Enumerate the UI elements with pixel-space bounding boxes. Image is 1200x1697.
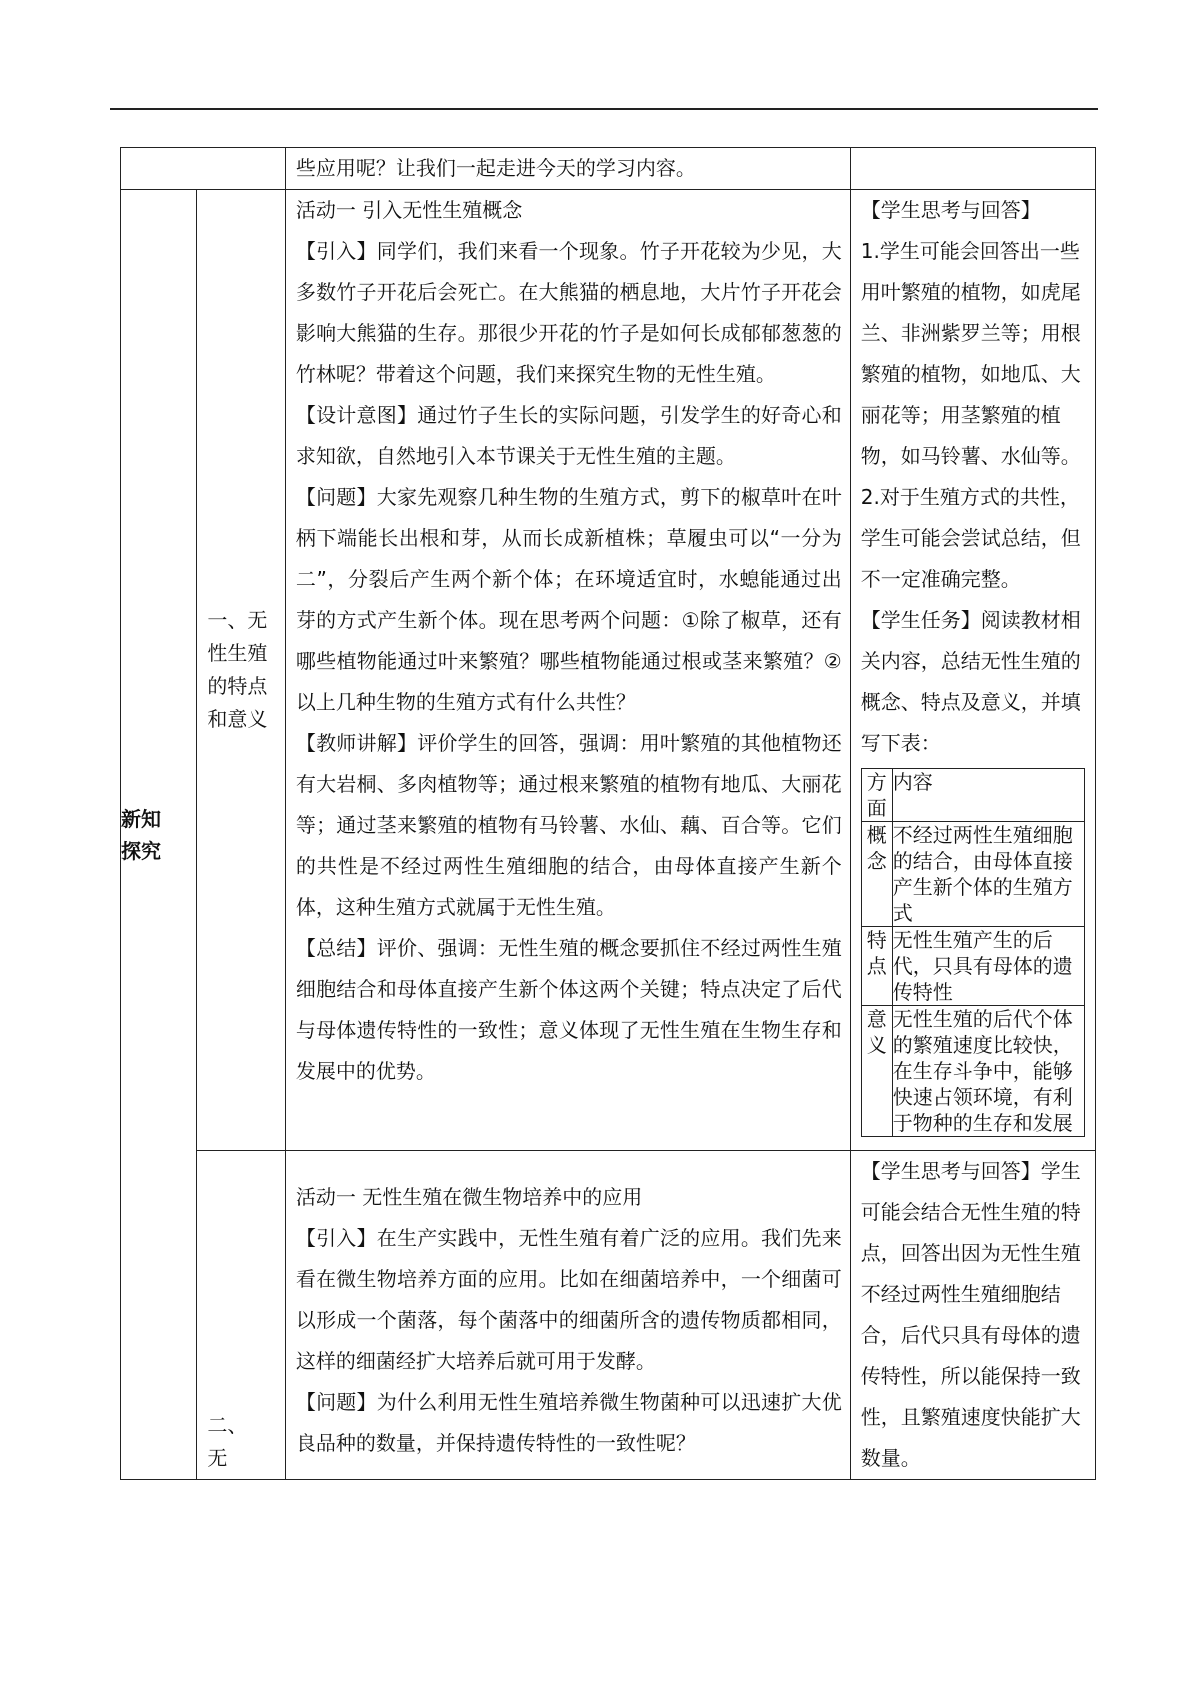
empty-cell [121,148,286,190]
student-paragraph: 【学生任务】阅读教材相关内容，总结无性生殖的概念、特点及意义，并填写下表： [860,608,1081,755]
part2-student-cell [850,1151,1095,1480]
table-header-cell: 内容 [892,769,1084,822]
student-paragraph: 1.学生可能会回答出一些用叶繁殖的植物，如虎尾兰、非洲紫罗兰等；用根繁殖的植物，如地瓜、大丽花等；用茎繁殖的植物，如马铃薯、水仙等。 [860,239,1081,468]
table-cell: 无性生殖产生的后代，只具有母体的遗传特性 [892,927,1084,1006]
paragraph: 【问题】大家先观察几种生物的生殖方式，剪下的椒草叶在叶柄下端能长出根和芽，从而长成新植株；草履虫可以“一分为二”，分裂后产生两个新个体；在环境适宜时，水螅能通过出芽的方式产生新个体。现在思考两个问题：①除了椒草，还有哪些植物能通过叶来繁殖？哪些植物能通过根或茎来繁殖？②以上几种生物的生殖方式有什么共性？ [295,485,842,714]
activity-title: 活动一 无性生殖在微生物培养中的应用 [295,1185,643,1209]
activity-title: 活动一 引入无性生殖概念 [295,198,523,222]
section-label-line: 新知 [121,806,161,831]
paragraph: 【问题】为什么利用无性生殖培养微生物菌种可以迅速扩大优良品种的数量，并保持遗传特性的一致性呢？ [295,1390,842,1455]
table-row [121,190,1096,1151]
part1-student-cell [850,190,1095,1151]
summary-table [861,768,1085,1137]
continuation-text: 些应用呢？让我们一起走进今天的学习内容。 [295,156,696,180]
table-cell: 无性生殖的后代个体的繁殖速度比较快，在生存斗争中，能够快速占领环境，有利于物种的生存和发展 [892,1006,1084,1137]
section-label [121,190,197,1480]
paragraph: 【引入】同学们，我们来看一个现象。竹子开花较为少见，大多数竹子开花后会死亡。在大熊猫的栖息地，大片竹子开花会影响大熊猫的生存。那很少开花的竹子是如何长成郁郁葱葱的竹林呢？带着这个问题，我们来探究生物的无性生殖。 [295,239,842,386]
part1-label: 一、无性生殖的特点和意义 [207,608,268,731]
continuation-cell [285,148,850,190]
table-row [861,1006,1084,1137]
part1-content-cell [285,190,850,1151]
paragraph: 【引入】在生产实践中，无性生殖有着广泛的应用。我们先来看在微生物培养方面的应用。比如在细菌培养中，一个细菌可以形成一个菌落，每个菌落中的细菌所含的遗传物质都相同，这样的细菌经扩大培养后就可用于发酵。 [295,1226,842,1373]
student-paragraph: 2.对于生殖方式的共性，学生可能会尝试总结，但不一定准确完整。 [860,485,1081,591]
paragraph: 【设计意图】通过竹子生长的实际问题，引发学生的好奇心和求知欲，自然地引入本节课关于无性生殖的主题。 [295,403,842,468]
student-paragraph: 【学生思考与回答】学生可能会结合无性生殖的特点，回答出因为无性生殖不经过两性生殖细胞结合，后代只具有母体的遗传特性，所以能保持一致性，且繁殖速度快能扩大数量。 [860,1159,1081,1470]
part2-label-line: 二、 [207,1413,248,1437]
student-heading: 【学生思考与回答】 [860,198,1041,222]
table-row [121,148,1096,190]
empty-cell [850,148,1095,190]
table-cell: 不经过两性生殖细胞的结合，由母体直接产生新个体的生殖方式 [892,822,1084,927]
table-header-cell: 方面 [861,769,892,822]
part2-label-line: 无 [207,1446,228,1470]
table-cell: 意义 [861,1006,892,1137]
table-row [861,822,1084,927]
part2-label-cell [197,1151,285,1480]
part1-label-cell [197,190,285,1151]
lesson-plan-table [120,147,1096,1480]
table-row [861,927,1084,1006]
table-cell: 概念 [861,822,892,927]
table-cell: 特点 [861,927,892,1006]
paragraph: 【教师讲解】评价学生的回答，强调：用叶繁殖的其他植物还有大岩桐、多肉植物等；通过根来繁殖的植物有地瓜、大丽花等；通过茎来繁殖的植物有马铃薯、水仙、藕、百合等。它们的共性是不经过两性生殖细胞的结合，由母体直接产生新个体，这种生殖方式就属于无性生殖。 [295,731,842,919]
header-rule [110,108,1098,110]
section-label-line: 探究 [121,838,161,863]
table-row [861,769,1084,822]
paragraph: 【总结】评价、强调：无性生殖的概念要抓住不经过两性生殖细胞结合和母体直接产生新个体这两个关键；特点决定了后代与母体遗传特性的一致性；意义体现了无性生殖在生物生存和发展中的优势。 [295,936,842,1083]
part2-content-cell [285,1151,850,1480]
table-row [121,1151,1096,1480]
